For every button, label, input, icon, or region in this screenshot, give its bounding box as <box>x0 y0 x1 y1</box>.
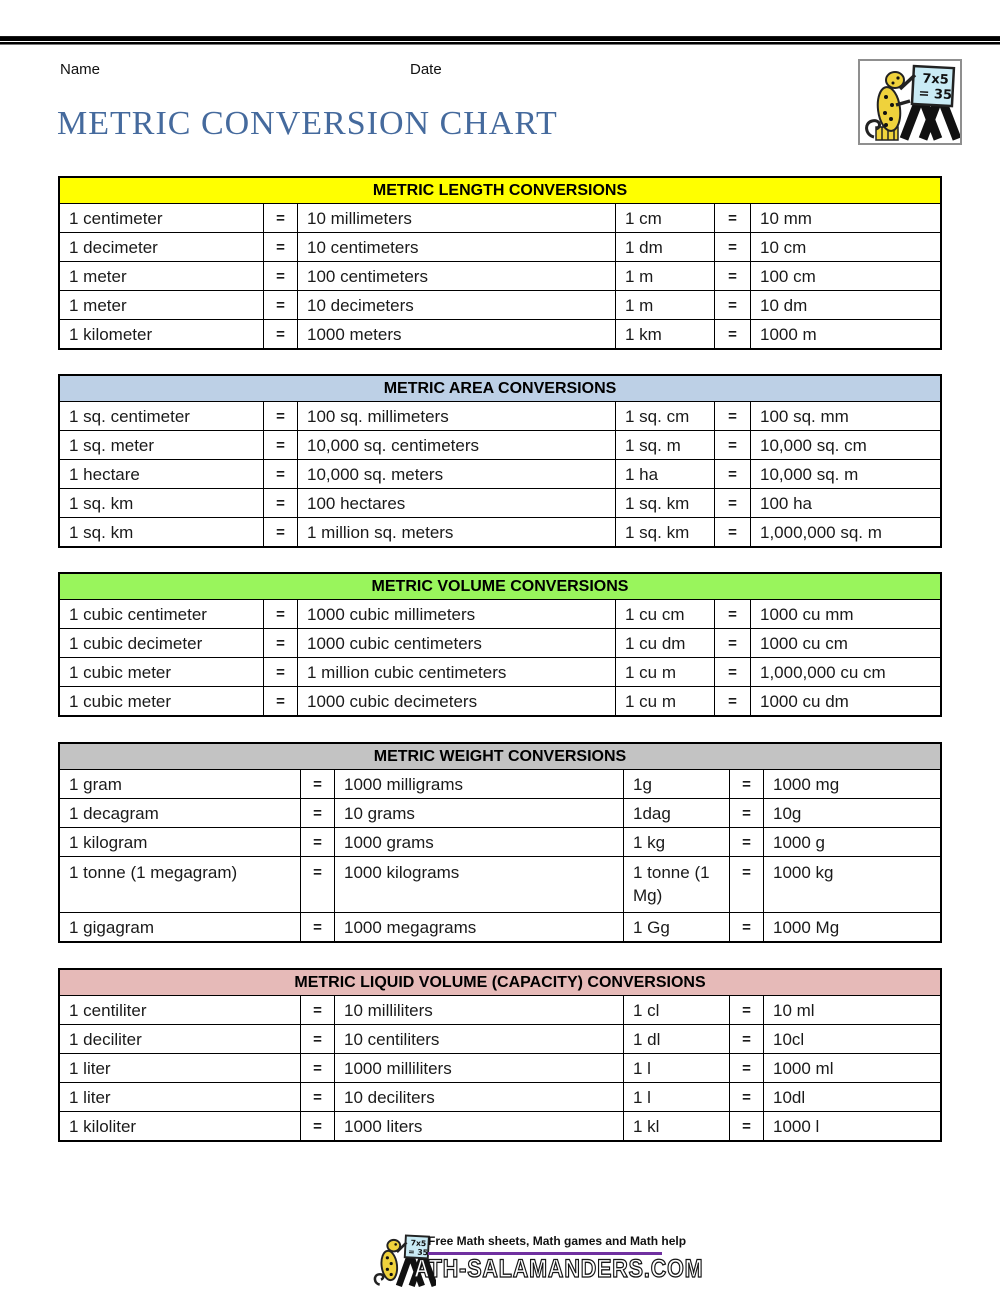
cell-equals: = <box>730 1112 764 1140</box>
cell-expansion: 10 deciliters <box>335 1083 624 1111</box>
cell-equals: = <box>715 518 751 546</box>
table-metric-weight <box>58 742 942 943</box>
cell-unit: 1 cubic decimeter <box>60 629 264 657</box>
cell-unit: 1 cubic centimeter <box>60 600 264 628</box>
cell-abbreviation: 1 l <box>624 1083 730 1111</box>
cell-equals: = <box>264 233 298 261</box>
cell-expansion: 1000 milligrams <box>335 770 624 798</box>
cell-unit: 1 sq. km <box>60 489 264 517</box>
cell-expansion: 100 sq. millimeters <box>298 402 616 430</box>
cell-abbrev-value: 1000 cu mm <box>760 604 854 624</box>
table-row <box>60 320 940 348</box>
cell-equals: = <box>715 489 751 517</box>
cell-abbreviation: 1 dm <box>616 233 715 261</box>
top-divider-rule <box>0 36 1000 45</box>
cell-abbreviation: 1 kg <box>624 828 730 856</box>
cell-equals: = <box>264 204 298 232</box>
cell-expansion: 10,000 sq. centimeters <box>298 431 616 459</box>
table-row <box>60 204 940 233</box>
cell-unit: 1 kiloliter <box>60 1112 301 1140</box>
table-title: METRIC VOLUME CONVERSIONS <box>60 574 940 600</box>
cell-abbrev-value: 100 ha <box>760 493 812 513</box>
cell-equals: = <box>715 629 751 657</box>
cell-expansion: 1000 meters <box>298 320 616 348</box>
cell-unit: 1 cubic meter <box>60 658 264 686</box>
cell-equals: = <box>730 799 764 827</box>
table-metric-length <box>58 176 942 350</box>
table-row <box>60 687 940 715</box>
cell-expansion: 1000 cubic decimeters <box>298 687 616 715</box>
cell-abbreviation: 1 sq. cm <box>616 402 715 430</box>
cell-equals: = <box>264 687 298 715</box>
cell-equals: = <box>730 857 764 912</box>
cell-equals: = <box>264 320 298 348</box>
cell-abbrev-value: 1000 mg <box>773 774 840 794</box>
cell-abbreviation: 1 cm <box>616 204 715 232</box>
cell-equals: = <box>264 658 298 686</box>
table-row <box>60 233 940 262</box>
cell-abbrev-value: 10g <box>773 803 802 823</box>
cell-expansion: 1000 megagrams <box>335 913 624 941</box>
cell-equals: = <box>715 431 751 459</box>
table-row <box>60 857 940 913</box>
cell-abbreviation: 1 cu dm <box>616 629 715 657</box>
salamander-logo-icon <box>860 61 960 143</box>
cell-equals: = <box>301 770 335 798</box>
cell-abbreviation: 1 cu m <box>616 658 715 686</box>
cell-expansion: 10,000 sq. meters <box>298 460 616 488</box>
cell-unit: 1 centimeter <box>60 204 264 232</box>
table-row <box>60 996 940 1025</box>
name-field-label: Name <box>60 61 101 78</box>
table-row <box>60 518 940 546</box>
table-row <box>60 658 940 687</box>
cell-abbreviation: 1 m <box>616 291 715 319</box>
cell-abbrev-value: 100 sq. mm <box>760 406 849 426</box>
cell-equals: = <box>715 460 751 488</box>
cell-expansion: 1000 grams <box>335 828 624 856</box>
cell-equals: = <box>264 518 298 546</box>
cell-abbrev-value: 10 mm <box>760 208 812 228</box>
cell-equals: = <box>730 770 764 798</box>
cell-abbrev-value: 100 cm <box>760 266 816 286</box>
cell-abbreviation: 1 cl <box>624 996 730 1024</box>
cell-unit: 1 kilogram <box>60 828 301 856</box>
svg-text:= 35: = 35 <box>408 1247 429 1258</box>
cell-expansion: 1 million sq. meters <box>298 518 616 546</box>
table-row <box>60 600 940 629</box>
footer-branding <box>372 1231 704 1293</box>
cell-equals: = <box>730 913 764 941</box>
table-title: METRIC WEIGHT CONVERSIONS <box>60 744 940 770</box>
cell-equals: = <box>715 687 751 715</box>
cell-abbreviation: 1g <box>624 770 730 798</box>
table-metric-liquid-volume <box>58 968 942 1142</box>
cell-equals: = <box>730 1025 764 1053</box>
cell-abbrev-value: 10,000 sq. m <box>760 464 859 484</box>
corner-logo <box>858 59 962 145</box>
cell-abbrev-value: 1000 cu cm <box>760 633 848 653</box>
footer-site-name: ATH-SALAMANDERS.COM <box>414 1255 704 1283</box>
cell-equals: = <box>715 233 751 261</box>
cell-equals: = <box>715 402 751 430</box>
table-row <box>60 1025 940 1054</box>
cell-equals: = <box>715 658 751 686</box>
cell-equals: = <box>264 291 298 319</box>
cell-abbrev-value: 10,000 sq. cm <box>760 435 867 455</box>
cell-equals: = <box>264 262 298 290</box>
cell-abbreviation: 1 sq. km <box>616 489 715 517</box>
cell-unit: 1 sq. meter <box>60 431 264 459</box>
cell-expansion: 100 hectares <box>298 489 616 517</box>
cell-equals: = <box>301 1083 335 1111</box>
cell-abbreviation: 1 km <box>616 320 715 348</box>
cell-abbreviation: 1 tonne (1 Mg) <box>624 857 730 912</box>
table-row <box>60 1054 940 1083</box>
table-row <box>60 402 940 431</box>
cell-unit: 1 decimeter <box>60 233 264 261</box>
table-row <box>60 262 940 291</box>
cell-abbrev-value: 1,000,000 cu cm <box>760 662 886 682</box>
cell-unit: 1 cubic meter <box>60 687 264 715</box>
cell-expansion: 1000 milliliters <box>335 1054 624 1082</box>
cell-equals: = <box>264 402 298 430</box>
cell-abbrev-value: 1000 cu dm <box>760 691 849 711</box>
cell-expansion: 10 millimeters <box>298 204 616 232</box>
cell-expansion: 10 grams <box>335 799 624 827</box>
table-row <box>60 799 940 828</box>
date-field-label: Date <box>410 61 442 78</box>
cell-abbrev-value: 1,000,000 sq. m <box>760 522 882 542</box>
cell-abbreviation: 1 kl <box>624 1112 730 1140</box>
cell-equals: = <box>730 1083 764 1111</box>
table-row <box>60 431 940 460</box>
cell-abbreviation: 1 ha <box>616 460 715 488</box>
cell-abbrev-value: 1000 g <box>773 832 825 852</box>
math-board-icon <box>912 66 954 106</box>
cell-abbreviation: 1dag <box>624 799 730 827</box>
cell-equals: = <box>715 262 751 290</box>
table-metric-area <box>58 374 942 548</box>
cell-unit: 1 sq. centimeter <box>60 402 264 430</box>
cell-unit: 1 centiliter <box>60 996 301 1024</box>
svg-text:7x5: 7x5 <box>410 1238 427 1249</box>
table-row <box>60 629 940 658</box>
cell-equals: = <box>730 996 764 1024</box>
table-title: METRIC LENGTH CONVERSIONS <box>60 178 940 204</box>
table-metric-volume <box>58 572 942 717</box>
cell-abbrev-value: 1000 kg <box>773 863 834 882</box>
svg-text:7x5: 7x5 <box>921 71 950 88</box>
cell-unit: 1 gigagram <box>60 913 301 941</box>
table-row <box>60 1083 940 1112</box>
cell-unit: 1 gram <box>60 770 301 798</box>
cell-abbreviation: 1 l <box>624 1054 730 1082</box>
cell-expansion: 100 centimeters <box>298 262 616 290</box>
cell-abbreviation: 1 cu cm <box>616 600 715 628</box>
cell-unit: 1 deciliter <box>60 1025 301 1053</box>
cell-expansion: 10 centiliters <box>335 1025 624 1053</box>
cell-equals: = <box>301 996 335 1024</box>
svg-text:= 35: = 35 <box>918 86 953 104</box>
cell-abbrev-value: 1000 ml <box>773 1058 834 1078</box>
cell-equals: = <box>264 629 298 657</box>
table-row <box>60 770 940 799</box>
cell-abbrev-value: 10 cm <box>760 237 807 257</box>
cell-expansion: 10 decimeters <box>298 291 616 319</box>
cell-abbreviation: 1 sq. m <box>616 431 715 459</box>
cell-equals: = <box>715 320 751 348</box>
cell-equals: = <box>264 489 298 517</box>
cell-abbreviation: 1 Gg <box>624 913 730 941</box>
cell-equals: = <box>715 600 751 628</box>
cell-unit: 1 meter <box>60 291 264 319</box>
cell-equals: = <box>301 1112 335 1140</box>
cell-equals: = <box>301 828 335 856</box>
cell-expansion: 1000 cubic millimeters <box>298 600 616 628</box>
page-title: METRIC CONVERSION CHART <box>57 105 558 142</box>
cell-equals: = <box>715 204 751 232</box>
table-row <box>60 460 940 489</box>
cell-unit: 1 liter <box>60 1083 301 1111</box>
cell-unit: 1 liter <box>60 1054 301 1082</box>
table-row <box>60 489 940 518</box>
cell-expansion: 10 centimeters <box>298 233 616 261</box>
cell-abbrev-value: 10dl <box>773 1087 806 1107</box>
cell-abbrev-value: 10 dm <box>760 295 808 315</box>
cell-equals: = <box>264 460 298 488</box>
cell-abbrev-value: 1000 m <box>760 324 817 344</box>
cell-equals: = <box>264 600 298 628</box>
cell-equals: = <box>715 291 751 319</box>
cell-equals: = <box>730 1054 764 1082</box>
table-title: METRIC LIQUID VOLUME (CAPACITY) CONVERSIONS <box>60 970 940 996</box>
cell-unit: 1 kilometer <box>60 320 264 348</box>
table-row <box>60 291 940 320</box>
cell-abbrev-value: 10 ml <box>773 1000 815 1020</box>
cell-unit: 1 decagram <box>60 799 301 827</box>
cell-equals: = <box>301 857 335 912</box>
cell-equals: = <box>301 913 335 941</box>
cell-abbrev-value: 1000 l <box>773 1116 820 1136</box>
table-title: METRIC AREA CONVERSIONS <box>60 376 940 402</box>
cell-expansion: 1 million cubic centimeters <box>298 658 616 686</box>
cell-abbreviation: 1 m <box>616 262 715 290</box>
cell-unit: 1 hectare <box>60 460 264 488</box>
cell-abbreviation: 1 sq. km <box>616 518 715 546</box>
footer-tagline: Free Math sheets, Math games and Math help <box>428 1234 687 1248</box>
cell-abbrev-value: 1000 Mg <box>773 917 840 937</box>
cell-unit: 1 sq. km <box>60 518 264 546</box>
cell-equals: = <box>301 1025 335 1053</box>
table-row <box>60 1112 940 1140</box>
cell-equals: = <box>301 1054 335 1082</box>
cell-equals: = <box>264 431 298 459</box>
table-row <box>60 828 940 857</box>
cell-expansion: 1000 kilograms <box>335 857 624 912</box>
cell-unit: 1 meter <box>60 262 264 290</box>
cell-equals: = <box>301 799 335 827</box>
cell-abbreviation: 1 dl <box>624 1025 730 1053</box>
table-row <box>60 913 940 941</box>
cell-expansion: 10 milliliters <box>335 996 624 1024</box>
cell-expansion: 1000 liters <box>335 1112 624 1140</box>
cell-abbreviation: 1 cu m <box>616 687 715 715</box>
cell-unit: 1 tonne (1 megagram) <box>60 857 301 912</box>
cell-expansion: 1000 cubic centimeters <box>298 629 616 657</box>
cell-abbrev-value: 10cl <box>773 1029 805 1049</box>
cell-equals: = <box>730 828 764 856</box>
